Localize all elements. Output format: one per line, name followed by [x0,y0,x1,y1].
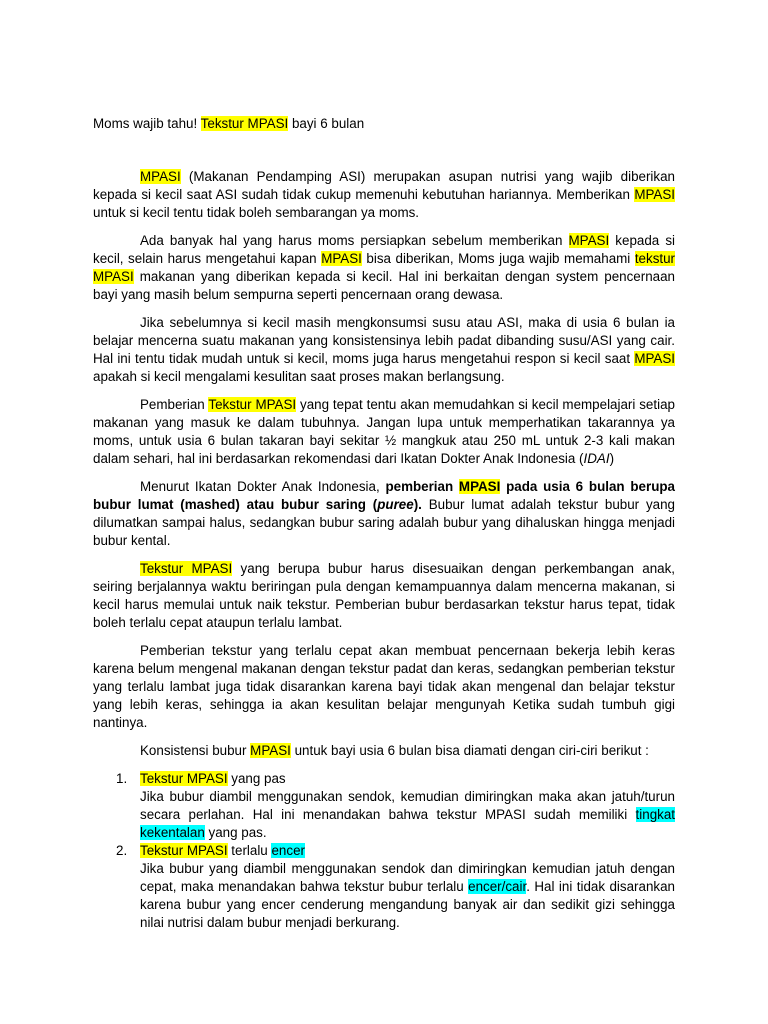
detail-text: . Hal ini tidak disarankan karena bubur yang encer cenderung mengandung banyak air dan sedikit gizi sehingga nilai nutrisi dalam bubur menjadi berkurang. [140,879,675,930]
paragraph-text: ) [609,451,615,466]
highlight-encer: encer [271,843,305,858]
title-text: Moms wajib tahu! [93,116,201,131]
bold-text-part: pada usia 6 bulan berupa bubur lumat (mashed) atau bubur saring ( [93,479,675,512]
highlight-mpasi: MPASI [458,479,501,494]
puree-term: puree [377,497,414,512]
paragraph-text: yang tepat tentu akan memudahkan si kecil mempelajari setiap makanan yang masuk ke dalam tubuhnya. Jangan lupa untuk memperhatikan takarannya ya moms, untuk usia 6 bulan takaran bayi sekitar ½ mangkuk atau 250 mL untuk 2-3 kali makan dalam sehari, hal ini berdasarkan rekomendasi dari Ikatan Dokter Anak Indonesia ( [93,397,675,466]
document-title [93,115,364,133]
paragraph-text: (Makanan Pendamping ASI) merupakan asupan nutrisi yang wajib diberikan kepada si kecil saat ASI sudah tidak cukup memenuhi kebutuhan hariannya. Memberikan [93,169,675,202]
paragraph-7 [93,642,675,732]
detail-text: Jika bubur diambil menggunakan sendok, kemudian dimiringkan maka akan jatuh/turun secara perlahan. Hal ini menandakan bahwa tekstur MPASI sudah memiliki [140,789,675,822]
paragraph-text: Pemberian tekstur yang terlalu cepat akan membuat pencernaan bekerja lebih keras karena belum mengenal makanan dengan tekstur padat dan keras, sedangkan pemberian tekstur yang terlalu lambat juga tidak disarankan karena bayi tidak akan mengenal dan belajar tekstur yang lebih keras, sehingga ia akan kesulitan belajar mengunyah Ketika sudah tumbuh gigi nantinya. [93,643,675,730]
heading-text: yang pas [227,771,286,786]
document-body [93,168,675,932]
list-item-heading [140,770,675,788]
highlight-tekstur-mpasi: tekstur MPASI [93,251,676,284]
detail-text: yang pas. [204,825,267,840]
paragraph-text: untuk bayi usia 6 bulan bisa diamati dengan ciri-ciri berikut : [290,743,649,758]
list-item-heading [140,842,675,860]
paragraph-1 [93,168,675,222]
highlight-mpasi: MPASI [140,169,181,184]
paragraph-4 [93,396,675,468]
paragraph-8 [93,742,675,760]
title-text-end: bayi 6 bulan [288,116,365,131]
highlight-tekstur-mpasi: Tekstur MPASI [140,843,228,858]
highlight-mpasi: MPASI [250,743,291,758]
paragraph-6 [93,560,675,632]
highlight-tekstur-mpasi: Tekstur MPASI [208,397,297,412]
paragraph-text: Jika sebelumnya si kecil masih mengkonsumsi susu atau ASI, maka di usia 6 bulan ia belajar mencerna suatu makanan yang konsistensinya lebih padat dibanding susu/ASI yang cair. Hal ini tentu tidak mudah untuk si kecil, moms juga harus mengetahui respon si kecil saat [93,315,675,366]
highlight-tekstur-mpasi: Tekstur MPASI [140,771,228,786]
highlight-encer-cair: encer/cair [468,879,527,894]
paragraph-text: Konsistensi bubur [140,743,251,758]
paragraph-text: yang berupa bubur harus disesuaikan dengan perkembangan anak, seiring berjalannya waktu beriringan pula dengan kemampuannya dalam mencerna makanan, si kecil harus memulai untuk naik tekstur. Pemberian bubur berdasarkan tekstur harus tepat, tidak boleh terlalu cepat ataupun terlalu lambat. [93,561,676,630]
criteria-list [93,770,675,932]
paragraph-3 [93,314,675,386]
paragraph-text: bisa diberikan, Moms juga wajib memahami [361,251,635,266]
highlight-mpasi: MPASI [634,351,675,366]
list-item-detail [140,788,675,842]
bold-text-part: ). [413,497,422,512]
paragraph-text: Bubur lumat adalah tekstur bubur yang dilumatkan sampai halus, sedangkan bubur saring adalah bubur yang dihaluskan hingga menjadi bubur kental. [93,497,675,548]
paragraph-text: Pemberian [140,397,209,412]
bold-text-part: pemberian [385,479,459,494]
paragraph-text: apakah si kecil mengalami kesulitan saat proses makan berlangsung. [93,369,505,384]
list-number: 2. [116,843,128,858]
list-item [93,770,675,842]
paragraph-text: Menurut Ikatan Dokter Anak Indonesia, [140,479,386,494]
highlight-mpasi: MPASI [634,187,675,202]
highlight-tekstur-mpasi: Tekstur MPASI [140,561,233,576]
list-item [93,842,675,932]
paragraph-text: Ada banyak hal yang harus moms persiapkan sebelum memberikan [140,233,569,248]
paragraph-text: makanan yang diberikan kepada si kecil. Hal ini berkaitan dengan system pencernaan bayi yang masih belum sempurna seperti pencernaan orang dewasa. [93,269,675,302]
list-number: 1. [116,771,128,786]
heading-text: terlalu [227,843,272,858]
paragraph-text: kepada si kecil, selain harus mengetahui kapan [93,233,675,266]
highlight-tekstur-mpasi: Tekstur MPASI [200,116,289,131]
list-item-detail [140,860,675,932]
idai-abbreviation: IDAI [583,451,610,466]
paragraph-text: untuk si kecil tentu tidak boleh sembarangan ya moms. [93,205,420,220]
paragraph-2 [93,232,675,304]
highlight-tingkat-kekentalan: tingkat kekentalan [140,807,675,840]
paragraph-5 [93,478,675,550]
highlight-mpasi: MPASI [568,233,610,248]
detail-text: Jika bubur yang diambil menggunakan sendok dan dimiringkan kemudian jatuh dengan cepat, maka menandakan bahwa tekstur bubur terlalu [140,861,675,894]
highlight-mpasi: MPASI [321,251,362,266]
